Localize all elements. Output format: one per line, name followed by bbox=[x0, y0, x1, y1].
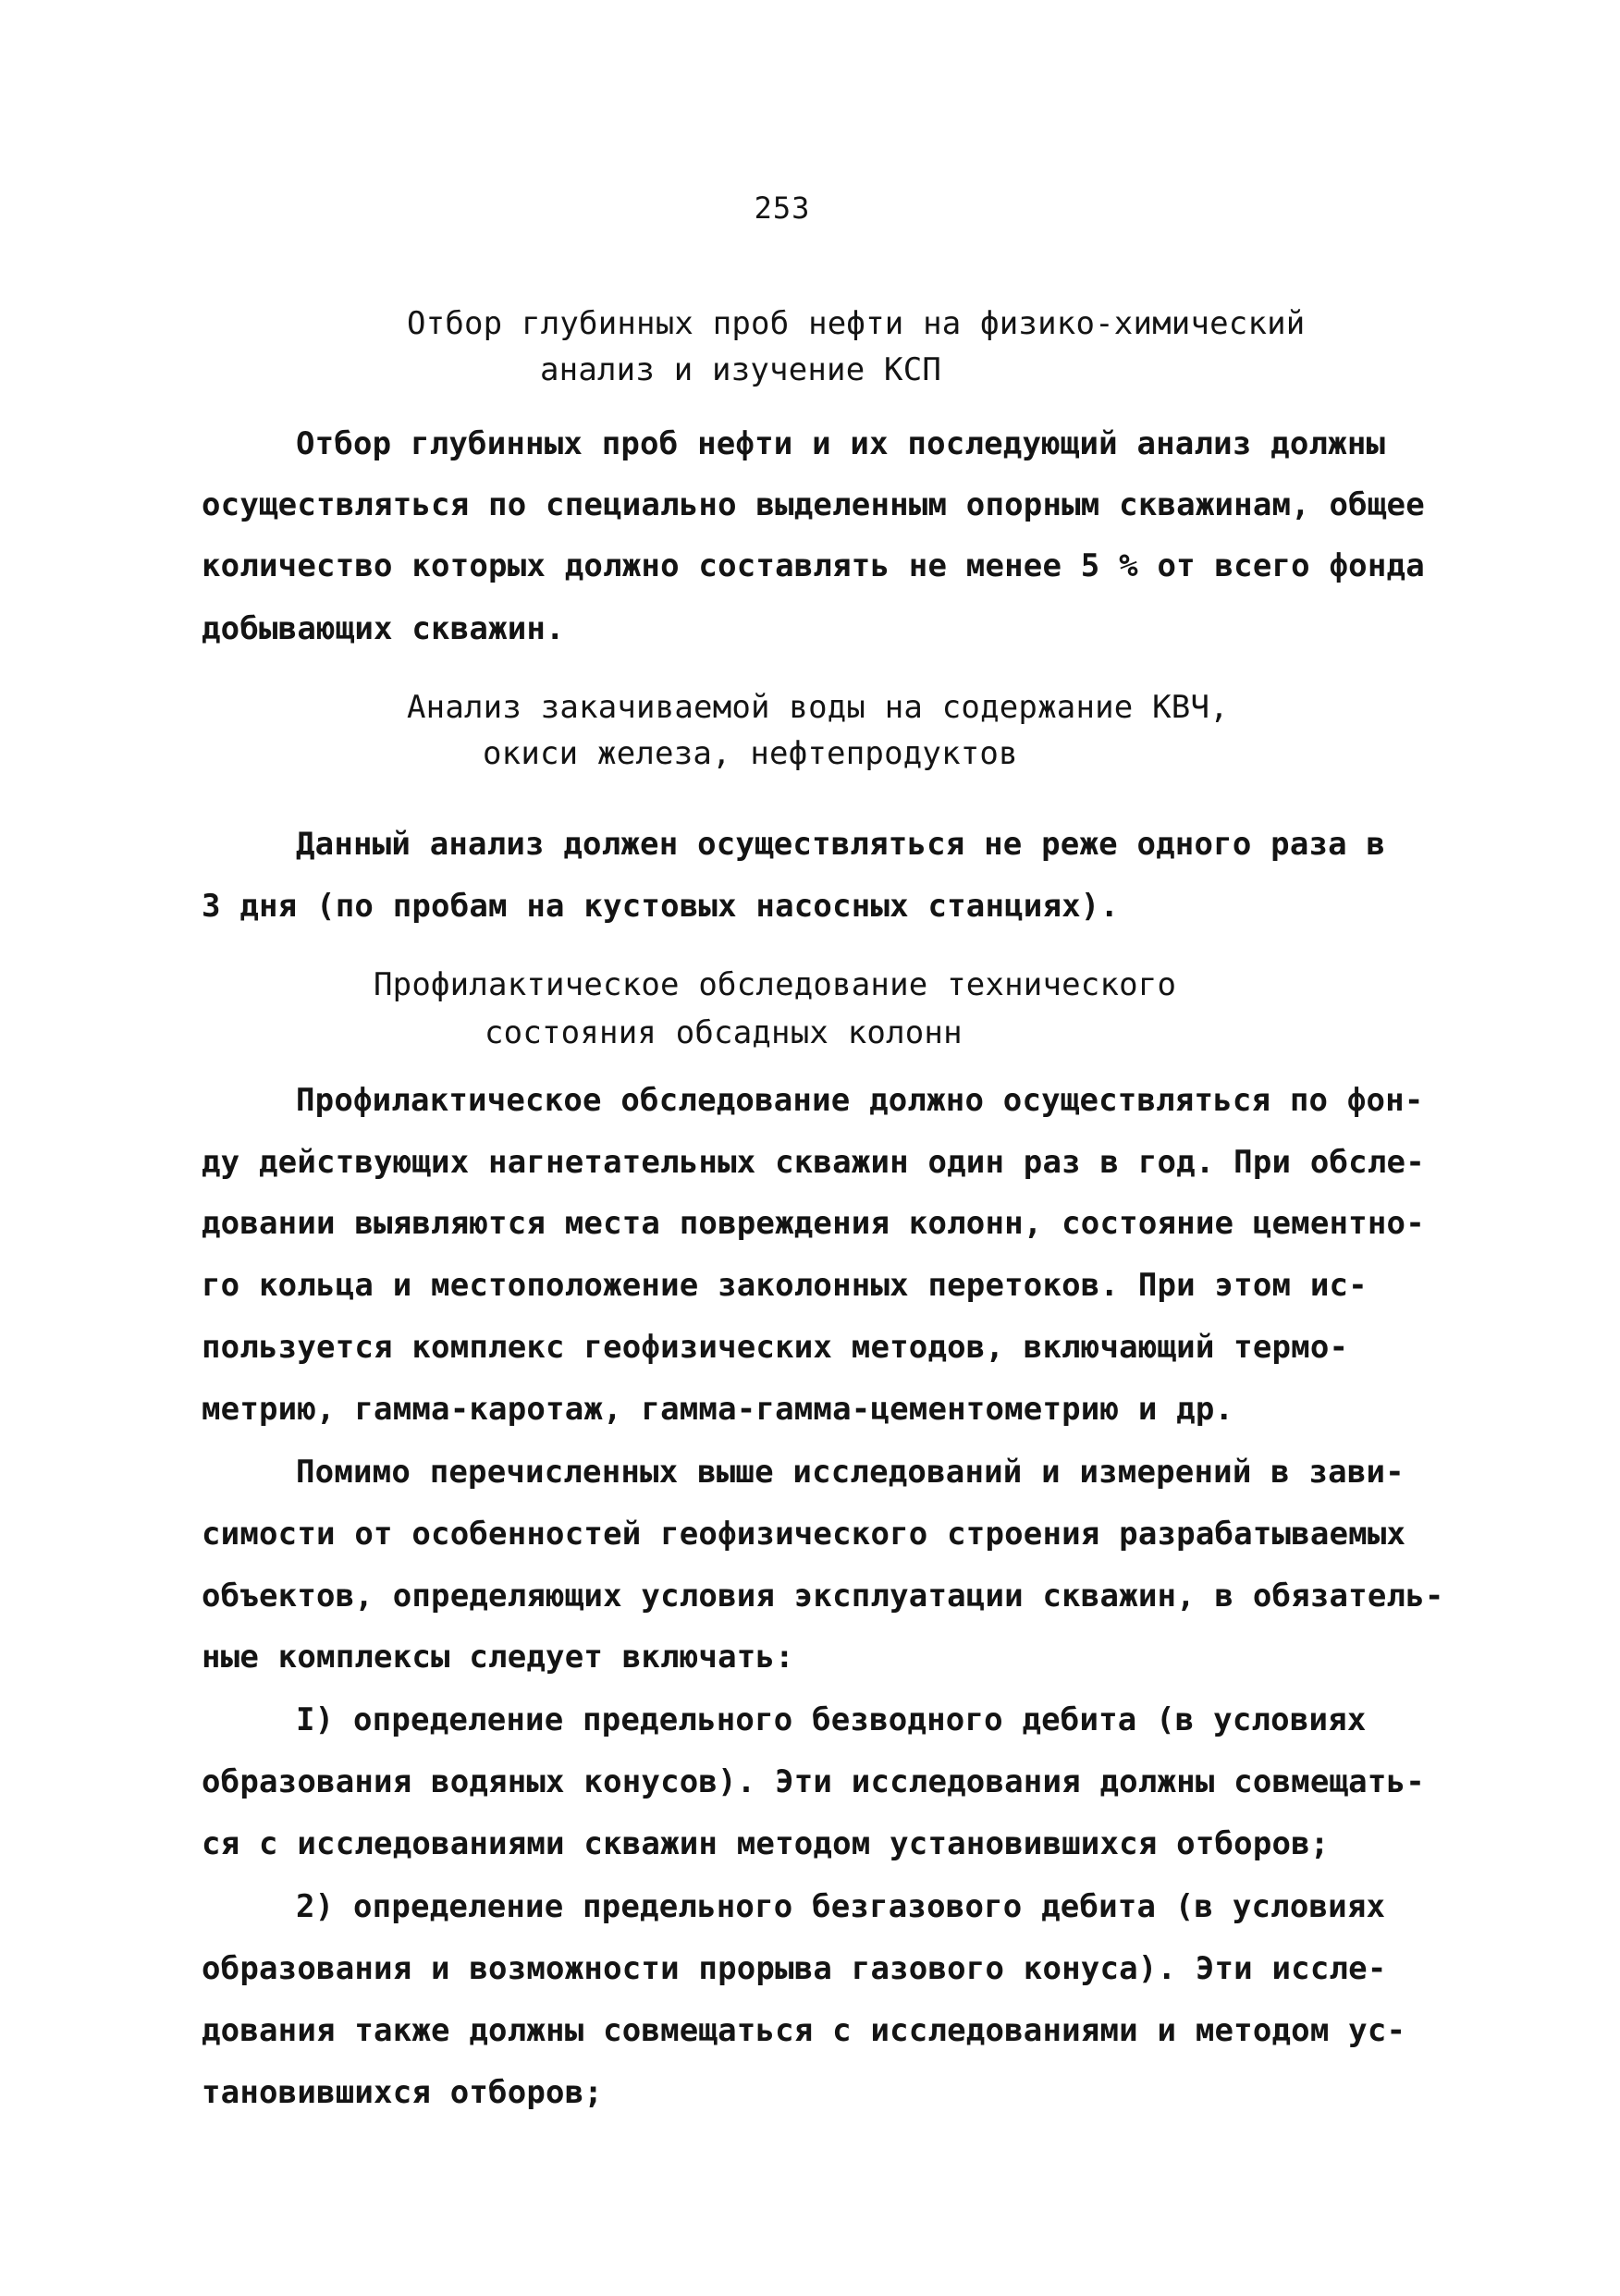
list-item-line: образования и возможности прорыва газового конуса). Эти иссле- bbox=[202, 1950, 1387, 1987]
section-heading-line: анализ и изучение КСП bbox=[540, 351, 942, 388]
section-heading-line: Отбор глубинных проб нефти на физико-химический bbox=[407, 305, 1306, 342]
section-heading-line: окиси железа, нефтепродуктов bbox=[483, 735, 1018, 772]
list-item-line: тановившихся отборов; bbox=[202, 2074, 604, 2111]
paragraph-line: добывающих скважин. bbox=[202, 610, 565, 647]
paragraph-line: количество которых должно составлять не менее 5 % от всего фонда bbox=[202, 547, 1425, 584]
paragraph-line: Данный анализ должен осуществляться не реже одного раза в bbox=[296, 826, 1386, 863]
list-item-line: 2) определение предельного безгазового дебита (в условиях bbox=[296, 1888, 1386, 1925]
paragraph-line: пользуется комплекс геофизических методов, включающий термо- bbox=[202, 1329, 1349, 1366]
paragraph-line: Отбор глубинных проб нефти и их последующий анализ должны bbox=[296, 425, 1386, 462]
paragraph-line: го кольца и местоположение заколонных перетоков. При этом ис- bbox=[202, 1267, 1368, 1304]
paragraph-line: объектов, определяющих условия эксплуатации скважин, в обязатель- bbox=[202, 1578, 1444, 1615]
paragraph-line: ду действующих нагнетательных скважин один раз в год. При обсле- bbox=[202, 1144, 1425, 1181]
paragraph-line: ные комплексы следует включать: bbox=[202, 1639, 794, 1676]
paragraph-line: Помимо перечисленных выше исследований и измерений в зави- bbox=[296, 1454, 1405, 1491]
list-item-line: ся с исследованиями скважин методом установившихся отборов; bbox=[202, 1825, 1330, 1862]
section-heading-line: состояния обсадных колонн bbox=[485, 1014, 963, 1051]
paragraph-line: 3 дня (по пробам на кустовых насосных станциях). bbox=[202, 888, 1120, 925]
paragraph-line: симости от особенностей геофизического строения разрабатываемых bbox=[202, 1516, 1406, 1553]
section-heading-line: Анализ закачиваемой воды на содержание КВЧ, bbox=[407, 689, 1229, 726]
paragraph-line: довании выявляются места повреждения колонн, состояние цементно- bbox=[202, 1205, 1425, 1242]
list-item-line: дования также должны совмещаться с исследованиями и методом ус- bbox=[202, 2012, 1406, 2049]
section-heading-line: Профилактическое обследование технического bbox=[374, 966, 1177, 1003]
paragraph-line: метрию, гамма-каротаж, гамма-гамма-цементометрию и др. bbox=[202, 1391, 1234, 1428]
paragraph-line: Профилактическое обследование должно осуществляться по фон- bbox=[296, 1082, 1424, 1119]
page-number: 253 bbox=[754, 190, 811, 226]
list-item-line: I) определение предельного безводного дебита (в условиях bbox=[296, 1701, 1367, 1738]
paragraph-line: осуществляться по специально выделенным опорным скважинам, общее bbox=[202, 486, 1425, 523]
list-item-line: образования водяных конусов). Эти исследования должны совмещать- bbox=[202, 1763, 1425, 1800]
